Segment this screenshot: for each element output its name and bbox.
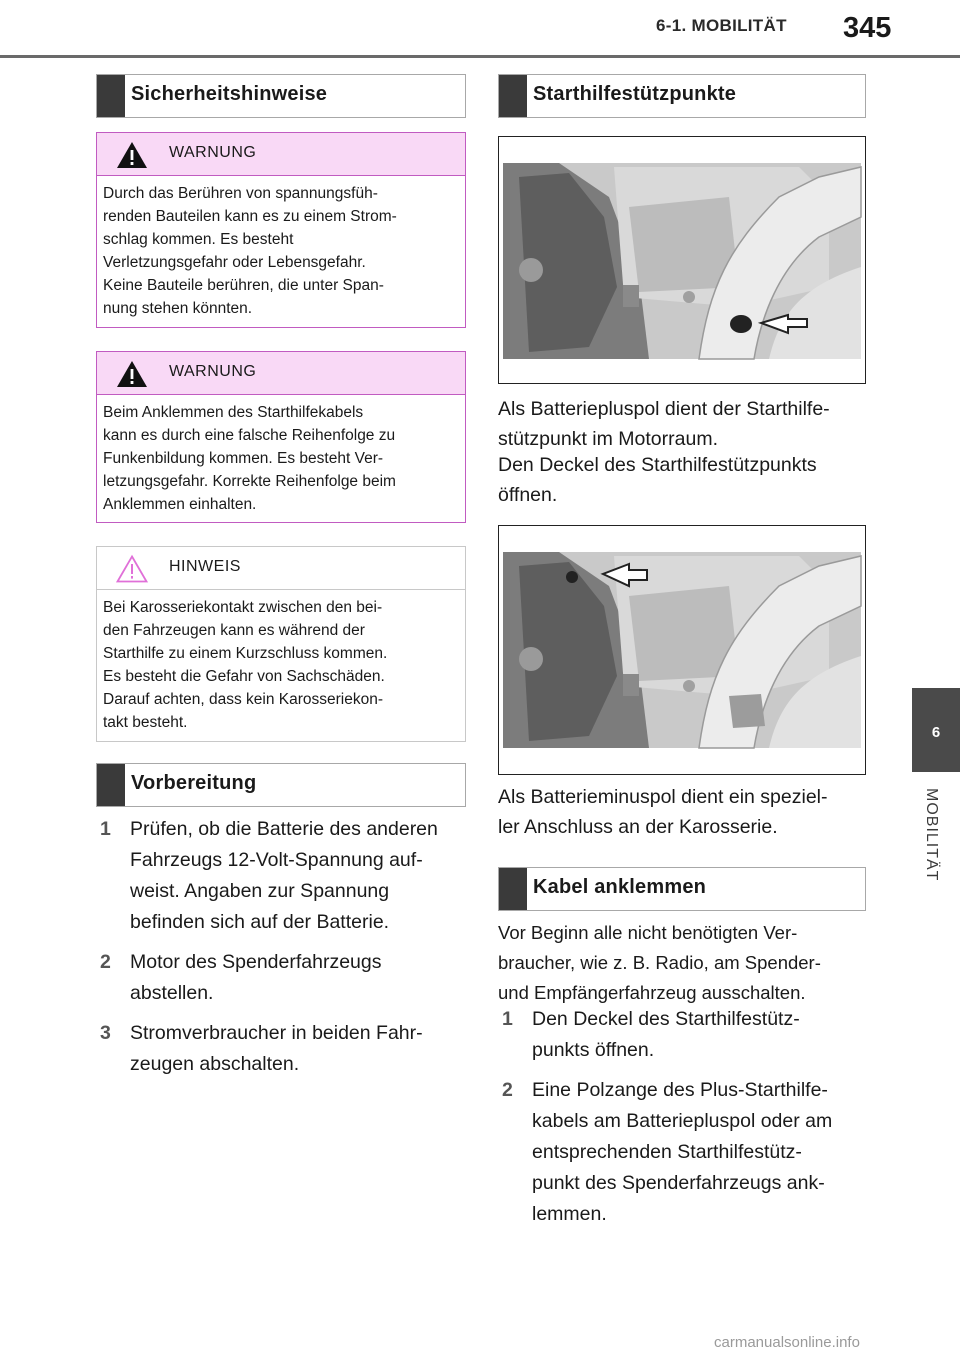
hint-line: Es besteht die Gefahr von Sachschäden. — [103, 668, 385, 685]
chapter-tab — [912, 688, 960, 772]
intro-line: braucher, wie z. B. Radio, am Spender- — [498, 952, 821, 973]
warning-title: WARNUNG — [169, 144, 257, 161]
caption-line: Den Deckel des Starthilfestützpunkts — [498, 454, 817, 476]
caption-line: ler Anschluss an der Karosserie. — [498, 816, 778, 838]
warning-line: kann es durch eine falsche Reihenfolge zu — [103, 427, 396, 444]
hint-title: HINWEIS — [169, 558, 241, 575]
hint-box — [96, 546, 466, 742]
caption-line: Als Batteriepluspol dient der Starthilfe- — [498, 398, 830, 420]
step-line: befinden sich auf der Batterie. — [130, 911, 390, 933]
warning-line: Verletzungsgefahr oder Lebensgefahr. — [103, 254, 366, 271]
warning-title: WARNUNG — [169, 363, 257, 380]
prep-step — [100, 947, 470, 1009]
step-line: Fahrzeugs 12-Volt-Spannung auf- — [130, 849, 423, 871]
hint-line: Bei Karosseriekontakt zwischen den bei- — [103, 599, 383, 616]
hint-line: den Fahrzeugen kann es während der — [103, 622, 365, 639]
warning-line: Durch das Berühren von spannungsfüh- — [103, 185, 378, 202]
step-line: Motor des Spenderfahrzeugs — [130, 951, 382, 973]
heading-bar — [499, 75, 527, 117]
prep-step — [100, 1018, 470, 1080]
chapter-label: MOBILITÄT — [923, 788, 940, 882]
warning-line: schlag kommen. Es besteht — [103, 231, 294, 248]
prep-heading-text: Vorbereitung — [131, 772, 257, 794]
step-number: 2 — [502, 1079, 513, 1101]
step-line: Eine Polzange des Plus-Starthilfe- — [532, 1079, 828, 1101]
warning-body — [97, 176, 465, 320]
hint-line: Starthilfe zu einem Kurzschluss kommen. — [103, 645, 388, 662]
heading-bar — [499, 868, 527, 910]
chapter-number: 6 — [931, 724, 941, 741]
step-line: Prüfen, ob die Batterie des anderen — [130, 818, 438, 840]
warning-header — [97, 133, 465, 176]
points-heading — [498, 74, 866, 118]
prep-step — [100, 814, 470, 938]
warning-line: Keine Bauteile berühren, die unter Span- — [103, 277, 384, 294]
caption-negative — [498, 782, 878, 842]
prep-heading — [96, 763, 466, 807]
step-line: zeugen abschalten. — [130, 1053, 300, 1075]
step-line: Stromverbraucher in beiden Fahr- — [130, 1022, 423, 1044]
heading-bar — [97, 75, 125, 117]
warning-body — [97, 395, 465, 516]
step-line: lemmen. — [532, 1203, 607, 1225]
caption-open-cover — [498, 450, 878, 510]
cable-heading-text: Kabel anklemmen — [533, 876, 707, 898]
step-number: 1 — [502, 1008, 513, 1030]
hint-line: Darauf achten, dass kein Karosseriekon- — [103, 691, 384, 708]
running-header-section: 6-1. MOBILITÄT — [656, 16, 787, 35]
hint-header — [97, 547, 465, 590]
warning-triangle-icon — [115, 140, 149, 170]
hint-line: takt besteht. — [103, 714, 188, 731]
cable-step — [502, 1004, 882, 1066]
step-line: punkt des Spenderfahrzeugs ank- — [532, 1172, 825, 1194]
caption-line: stützpunkt im Motorraum. — [498, 428, 718, 450]
engine-bay-photo-positive — [498, 136, 866, 384]
watermark: carmanualsonline.info — [714, 1334, 860, 1351]
points-heading-text: Starthilfestützpunkte — [533, 83, 737, 105]
page-number: 345 — [843, 12, 892, 44]
warning-line: renden Bauteilen kann es zu einem Strom- — [103, 208, 397, 225]
warning-box-shock — [96, 132, 466, 328]
step-line: abstellen. — [130, 982, 214, 1004]
step-line: punkts öffnen. — [532, 1039, 655, 1061]
caption-positive — [498, 394, 878, 454]
warning-line: nung stehen könnten. — [103, 300, 253, 317]
step-number: 1 — [100, 818, 111, 840]
warning-line: letzungsgefahr. Korrekte Reihenfolge beim — [103, 473, 396, 490]
caption-line: Als Batterieminuspol dient ein speziel- — [498, 786, 828, 808]
hint-body — [97, 590, 465, 734]
cable-step — [502, 1075, 882, 1230]
step-line: weist. Angaben zur Spannung — [130, 880, 390, 902]
cable-intro — [498, 918, 878, 1008]
step-line: Den Deckel des Starthilfestütz- — [532, 1008, 800, 1030]
caution-triangle-icon — [115, 554, 149, 584]
caption-line: öffnen. — [498, 484, 558, 506]
safety-heading-text: Sicherheitshinweise — [131, 83, 328, 105]
step-number: 2 — [100, 951, 111, 973]
warning-box-sparks — [96, 351, 466, 523]
heading-bar — [97, 764, 125, 806]
warning-line: Anklemmen einhalten. — [103, 496, 257, 513]
warning-line: Funkenbildung kommen. Es besteht Ver- — [103, 450, 384, 467]
step-number: 3 — [100, 1022, 111, 1044]
warning-triangle-icon — [115, 359, 149, 389]
step-line: entsprechenden Starthilfestütz- — [532, 1141, 802, 1163]
engine-bay-photo-negative — [498, 525, 866, 775]
warning-header — [97, 352, 465, 395]
safety-heading — [96, 74, 466, 118]
cable-heading — [498, 867, 866, 911]
header-rule — [0, 55, 960, 58]
step-line: kabels am Batteriepluspol oder am — [532, 1110, 833, 1132]
warning-line: Beim Anklemmen des Starthilfekabels — [103, 404, 364, 421]
intro-line: und Empfängerfahrzeug ausschalten. — [498, 982, 806, 1003]
intro-line: Vor Beginn alle nicht benötigten Ver- — [498, 922, 798, 943]
